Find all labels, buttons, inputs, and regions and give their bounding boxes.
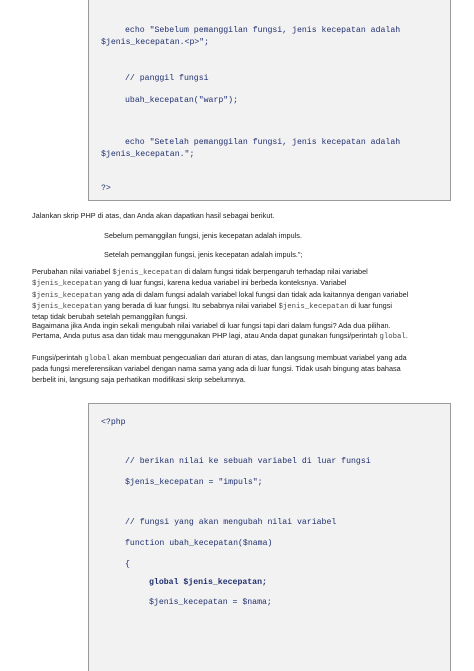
code-line: echo "Setelah pemanggilan fungsi, jenis kecepatan adalah	[125, 138, 401, 147]
code-block-1	[88, 0, 451, 201]
para-line: Perubahan nilai variabel $jenis_kecepatan di dalam fungsi tidak berpengaruh terhadap nilai variabel	[32, 267, 368, 277]
inline-code: global	[84, 355, 111, 363]
inline-code: $jenis_kecepatan	[278, 302, 349, 311]
code-line: ubah_kecepatan("warp");	[125, 96, 239, 105]
output-line: Sebelum pemanggilan fungsi, jenis kecepatan adalah impuls.	[104, 231, 302, 240]
code-line: global $jenis_kecepatan;	[149, 578, 267, 587]
code-line: function ubah_kecepatan($nama)	[125, 539, 273, 548]
code-line: // fungsi yang akan mengubah nilai variabel	[125, 518, 337, 527]
para-line: $jenis_kecepatan yang di luar fungsi, karena kedua variabel ini berbeda konteksnya. Variabel	[32, 278, 347, 289]
code-line: $jenis_kecepatan.";	[101, 150, 195, 159]
code-line: $jenis_kecepatan = $nama;	[149, 598, 272, 607]
para-line: $jenis_kecepatan yang berada di luar fungsi. Itu sebabnya nilai variabel $jenis_kecepatan di luar fungsi	[32, 300, 392, 311]
inline-code: $jenis_kecepatan	[32, 291, 103, 300]
para-line: pada fungsi mereferensikan variabel dengan nama sama yang ada di luar fungsi. Tidak usah bingung atas bahasa	[32, 364, 401, 374]
paragraph-2	[32, 321, 452, 343]
inline-code: $jenis_kecepatan	[112, 269, 183, 277]
code-line: $jenis_kecepatan = "impuls";	[125, 478, 263, 487]
paragraph-1	[32, 267, 452, 322]
para-line: Pertama, Anda putus asa dan tidak mau menggunakan PHP lagi, atau Anda dapat gunakan fungsi/perintah global.	[32, 331, 408, 342]
para-line: berbelit ini, langsung saja perhatikan modifikasi skrip sebelumnya.	[32, 374, 246, 384]
code-line: {	[125, 560, 130, 569]
para-line: $jenis_kecepatan yang ada di dalam fungsi adalah variabel lokal fungsi dan tidak ada kaitannya dengan variabel	[32, 289, 409, 300]
code-line: // panggil fungsi	[125, 74, 209, 83]
para-line: tetap tidak berubah setelah pemanggilan fungsi.	[32, 312, 188, 322]
code-line: echo "Sebelum pemanggilan fungsi, jenis kecepatan adalah	[125, 26, 401, 35]
code-line: $jenis_kecepatan.<p>";	[101, 38, 210, 47]
intro-text: Jalankan skrip PHP di atas, dan Anda akan dapatkan hasil sebagai berikut.	[32, 211, 275, 220]
para-line: Bagaimana jika Anda ingin sekali mengubah nilai variabel di luar fungsi tapi dari dalam fungsi? Ada dua pilihan.	[32, 321, 391, 330]
paragraph-3	[32, 353, 452, 385]
inline-code: $jenis_kecepatan	[32, 280, 103, 289]
code-line: // berikan nilai ke sebuah variabel di luar fungsi	[125, 457, 371, 466]
inline-code: global	[379, 333, 406, 342]
code-line: <?php	[101, 418, 126, 427]
code-block-2	[88, 403, 451, 671]
inline-code: $jenis_kecepatan	[32, 302, 103, 311]
output-line: Setelah pemanggilan fungsi, jenis kecepatan adalah impuls.";	[104, 250, 303, 259]
para-line: Fungsi/perintah global akan membuat pengecualian dari aturan di atas, dan langsung membuat variabel yang ada	[32, 353, 407, 363]
code-line: ?>	[101, 184, 111, 193]
